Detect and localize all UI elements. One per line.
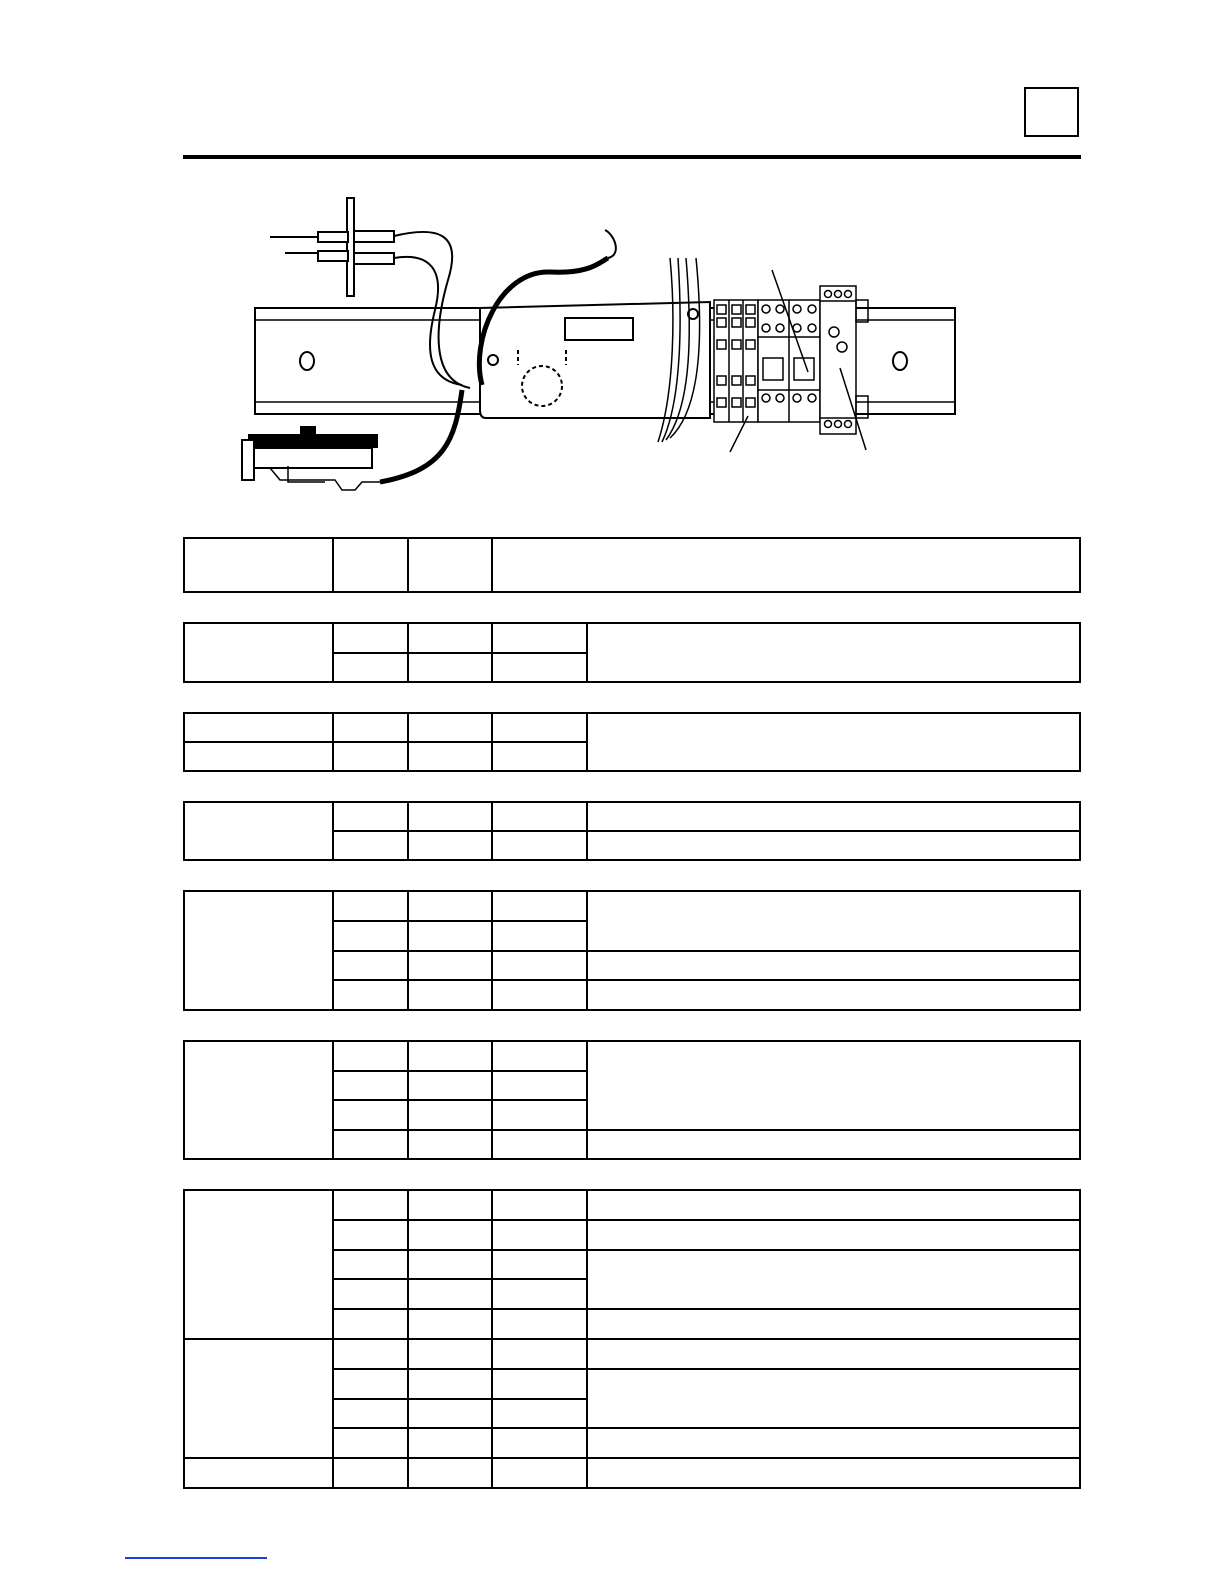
table-cell: [333, 1369, 408, 1399]
table-cell: [587, 623, 1080, 682]
header-rule: [183, 155, 1081, 159]
table-cell: [333, 891, 408, 921]
table-cell: [408, 1041, 492, 1071]
table-cell: [184, 742, 333, 771]
table-cell: [408, 1339, 492, 1369]
table-cell: [184, 802, 333, 860]
spec-table-group-2: [183, 712, 1081, 772]
table-cell: [492, 623, 587, 653]
table-row: [184, 802, 1080, 831]
table-cell: [492, 1130, 587, 1160]
table-cell: [333, 1428, 408, 1458]
page-number-box: [1024, 87, 1079, 137]
table-cell: [408, 951, 492, 981]
table-cell: [492, 1369, 587, 1399]
table-cell: [333, 1399, 408, 1429]
table-cell: [587, 1428, 1080, 1458]
table-cell: [587, 1339, 1080, 1369]
spec-table-group-5: [183, 1040, 1081, 1160]
table-cell: [333, 802, 408, 831]
spec-table-group-3: [183, 801, 1081, 861]
table-cell: [184, 1041, 333, 1159]
table-cell: [587, 802, 1080, 831]
footer-link[interactable]: [125, 1557, 267, 1559]
table-cell: [492, 713, 587, 742]
table-cell: [408, 1369, 492, 1399]
spec-table-group-4: [183, 890, 1081, 1011]
table-cell: [333, 1458, 408, 1488]
table-cell: [492, 538, 1080, 592]
table-cell: [408, 980, 492, 1010]
table-cell: [492, 1458, 587, 1488]
table-cell: [408, 623, 492, 653]
table-cell: [408, 1309, 492, 1339]
table-row: [184, 1190, 1080, 1220]
table-cell: [587, 1041, 1080, 1130]
table-cell: [492, 1339, 587, 1369]
table-cell: [408, 831, 492, 860]
table-cell: [587, 891, 1080, 951]
table-row: [184, 1041, 1080, 1071]
table-cell: [333, 1250, 408, 1280]
table-cell: [587, 1369, 1080, 1429]
table-cell: [408, 921, 492, 951]
table-cell: [408, 742, 492, 771]
table-cell: [184, 538, 333, 592]
table-cell: [184, 891, 333, 1010]
table-cell: [408, 891, 492, 921]
table-cell: [587, 1130, 1080, 1160]
table-cell: [333, 831, 408, 860]
table-cell: [492, 1190, 587, 1220]
table-cell: [492, 951, 587, 981]
table-cell: [333, 1100, 408, 1130]
table-cell: [492, 1041, 587, 1071]
table-cell: [492, 802, 587, 831]
table-row: [184, 1339, 1080, 1369]
table-cell: [184, 713, 333, 742]
table-cell: [184, 1458, 333, 1488]
table-cell: [333, 1041, 408, 1071]
table-cell: [492, 1309, 587, 1339]
table-cell: [587, 951, 1080, 981]
table-cell: [492, 742, 587, 771]
table-cell: [333, 653, 408, 683]
table-cell: [408, 1458, 492, 1488]
table-cell: [492, 1071, 587, 1101]
table-cell: [492, 831, 587, 860]
table-cell: [333, 1190, 408, 1220]
table-cell: [587, 1190, 1080, 1220]
table-cell: [333, 921, 408, 951]
table-cell: [333, 980, 408, 1010]
wiring-diagram: [230, 190, 970, 520]
table-cell: [184, 1190, 333, 1339]
table-cell: [333, 538, 408, 592]
table-cell: [333, 1309, 408, 1339]
table-cell: [408, 1190, 492, 1220]
table-cell: [587, 1220, 1080, 1250]
table-cell: [184, 623, 333, 682]
table-cell: [492, 1279, 587, 1309]
table-cell: [333, 1130, 408, 1160]
table-cell: [333, 742, 408, 771]
table-cell: [492, 921, 587, 951]
table-row: [184, 623, 1080, 653]
table-cell: [408, 538, 492, 592]
table-cell: [408, 1399, 492, 1429]
table-cell: [587, 980, 1080, 1010]
table-row: [184, 713, 1080, 742]
table-cell: [408, 1428, 492, 1458]
table-row: [184, 1458, 1080, 1488]
table-cell: [492, 1100, 587, 1130]
control-unit: [380, 230, 710, 482]
flame-sensor: [242, 426, 380, 490]
table-cell: [333, 951, 408, 981]
table-cell: [408, 1220, 492, 1250]
table-cell: [333, 623, 408, 653]
table-cell: [587, 1250, 1080, 1310]
spec-table-group-1: [183, 622, 1081, 683]
table-cell: [408, 713, 492, 742]
table-cell: [587, 831, 1080, 860]
table-cell: [492, 1399, 587, 1429]
table-cell: [587, 713, 1080, 771]
table-cell: [408, 802, 492, 831]
table-cell: [408, 1130, 492, 1160]
table-cell: [492, 653, 587, 683]
terminal-blocks: [714, 286, 868, 434]
table-cell: [587, 1458, 1080, 1488]
table-cell: [333, 1279, 408, 1309]
table-cell: [492, 1428, 587, 1458]
table-cell: [492, 1250, 587, 1280]
spec-table-group-6: [183, 1189, 1081, 1489]
spec-table-header: [183, 537, 1081, 593]
table-cell: [492, 980, 587, 1010]
table-cell: [492, 1220, 587, 1250]
table-cell: [408, 1250, 492, 1280]
table-row: [184, 891, 1080, 921]
table-cell: [333, 713, 408, 742]
table-cell: [408, 1279, 492, 1309]
table-cell: [587, 1309, 1080, 1339]
table-cell: [408, 1071, 492, 1101]
table-cell: [492, 891, 587, 921]
table-cell: [333, 1220, 408, 1250]
table-cell: [184, 1339, 333, 1458]
table-cell: [333, 1071, 408, 1101]
table-cell: [333, 1339, 408, 1369]
table-cell: [408, 1100, 492, 1130]
table-cell: [408, 653, 492, 683]
table-row: [184, 538, 1080, 592]
